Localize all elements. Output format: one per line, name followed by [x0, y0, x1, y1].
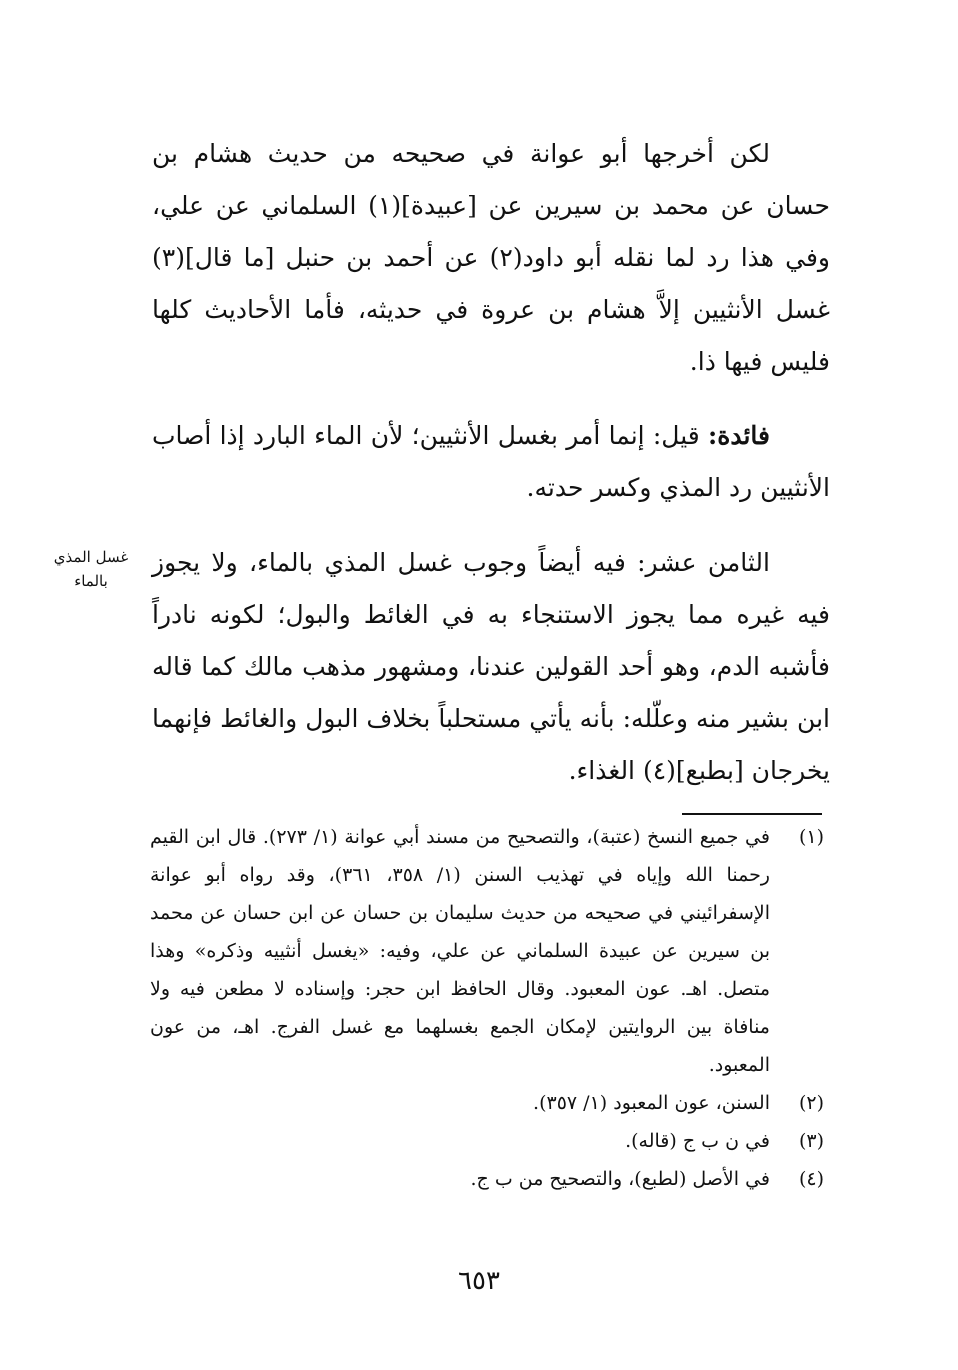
- footnote-number: (٢): [798, 1092, 824, 1114]
- paragraph-3-text: الثامن عشر: فيه أيضاً وجوب غسل المذي بالماء، ولا يجوز فيه غيره مما يجوز الاستنجاء به في الغائط والبول؛ لكونه نادراً فأشبه الدم، وهو أحد القولين عندنا، ومشهور مذهب مالك كما قاله ابن بشير منه وعلّله: بأنه يأتي مستحلباً بخلاف البول والغائط فإنهما يخرجان [بطبع](٤) الغذاء.: [152, 548, 830, 785]
- paragraph-1: [152, 128, 830, 388]
- paragraph-1-text: لكن أخرجها أبو عوانة في صحيحه من حديث هشام بن حسان عن محمد بن سيرين عن [عبيدة](١) السلماني عن علي، وفي هذا رد لما نقله أبو داود(٢) عن أحمد بن حنبل [ما قال](٣) غسل الأنثيين إلاَّ هشام بن عروة في حديثه، فأما الأحاديث كلها فليس فيها ذا.: [152, 139, 831, 376]
- footnote-4: [150, 1160, 824, 1198]
- footnote-2: [150, 1084, 824, 1122]
- footnote-number: (١): [798, 826, 824, 848]
- paragraph-2-text: قيل: إنما أمر بغسل الأنثيين؛ لأن الماء البارد إذا أصاب الأنثيين رد المذي وكسر حدته.: [152, 421, 830, 502]
- footnote-1: [150, 818, 824, 1084]
- footnotes: [150, 818, 824, 1198]
- paragraph-3: [152, 537, 830, 797]
- margin-note-line-1: غسل المذي: [53, 548, 129, 566]
- footnote-3: [150, 1122, 824, 1160]
- margin-note: [32, 545, 150, 593]
- footnote-separator: [682, 813, 822, 815]
- footnote-text: في ن ب ج (قاله).: [625, 1130, 770, 1152]
- footnote-number: (٣): [798, 1130, 824, 1152]
- margin-note-line-2: بالماء: [74, 572, 108, 590]
- footnote-text: السنن، عون المعبود (١/ ٣٥٧).: [533, 1092, 770, 1114]
- footnote-text: في الأصل (لطبع)، والتصحيح من ب ج.: [470, 1168, 770, 1190]
- paragraph-2: [152, 410, 830, 514]
- footnote-text: في جميع النسخ (عتبة)، والتصحيح من مسند أبي عوانة (١/ ٢٧٣). قال ابن القيم رحمنا الله وإياه في تهذيب السنن (١/ ٣٥٨، ٣٦١)، وقد رواه أبو عوانة الإسفرائيني في صحيحه من حديث سليمان بن حسان عن ابن حسان عن محمد بن سيرين عن عبيدة السلماني عن علي، وفيه: «يغسل أنثييه وذكره» وهذا متصل. اهـ. عون المعبود. وقال الحافظ ابن حجر: وإسناده لا مطعن فيه ولا منافاة بين الروايتين لإمكان الجمع بغسلهما مع غسل الفرج. اهـ، من عون المعبود.: [150, 826, 770, 1076]
- page-number: ٦٥٣: [458, 1266, 500, 1296]
- benefit-label: فائدة:: [708, 421, 770, 450]
- footnote-number: (٤): [798, 1168, 824, 1190]
